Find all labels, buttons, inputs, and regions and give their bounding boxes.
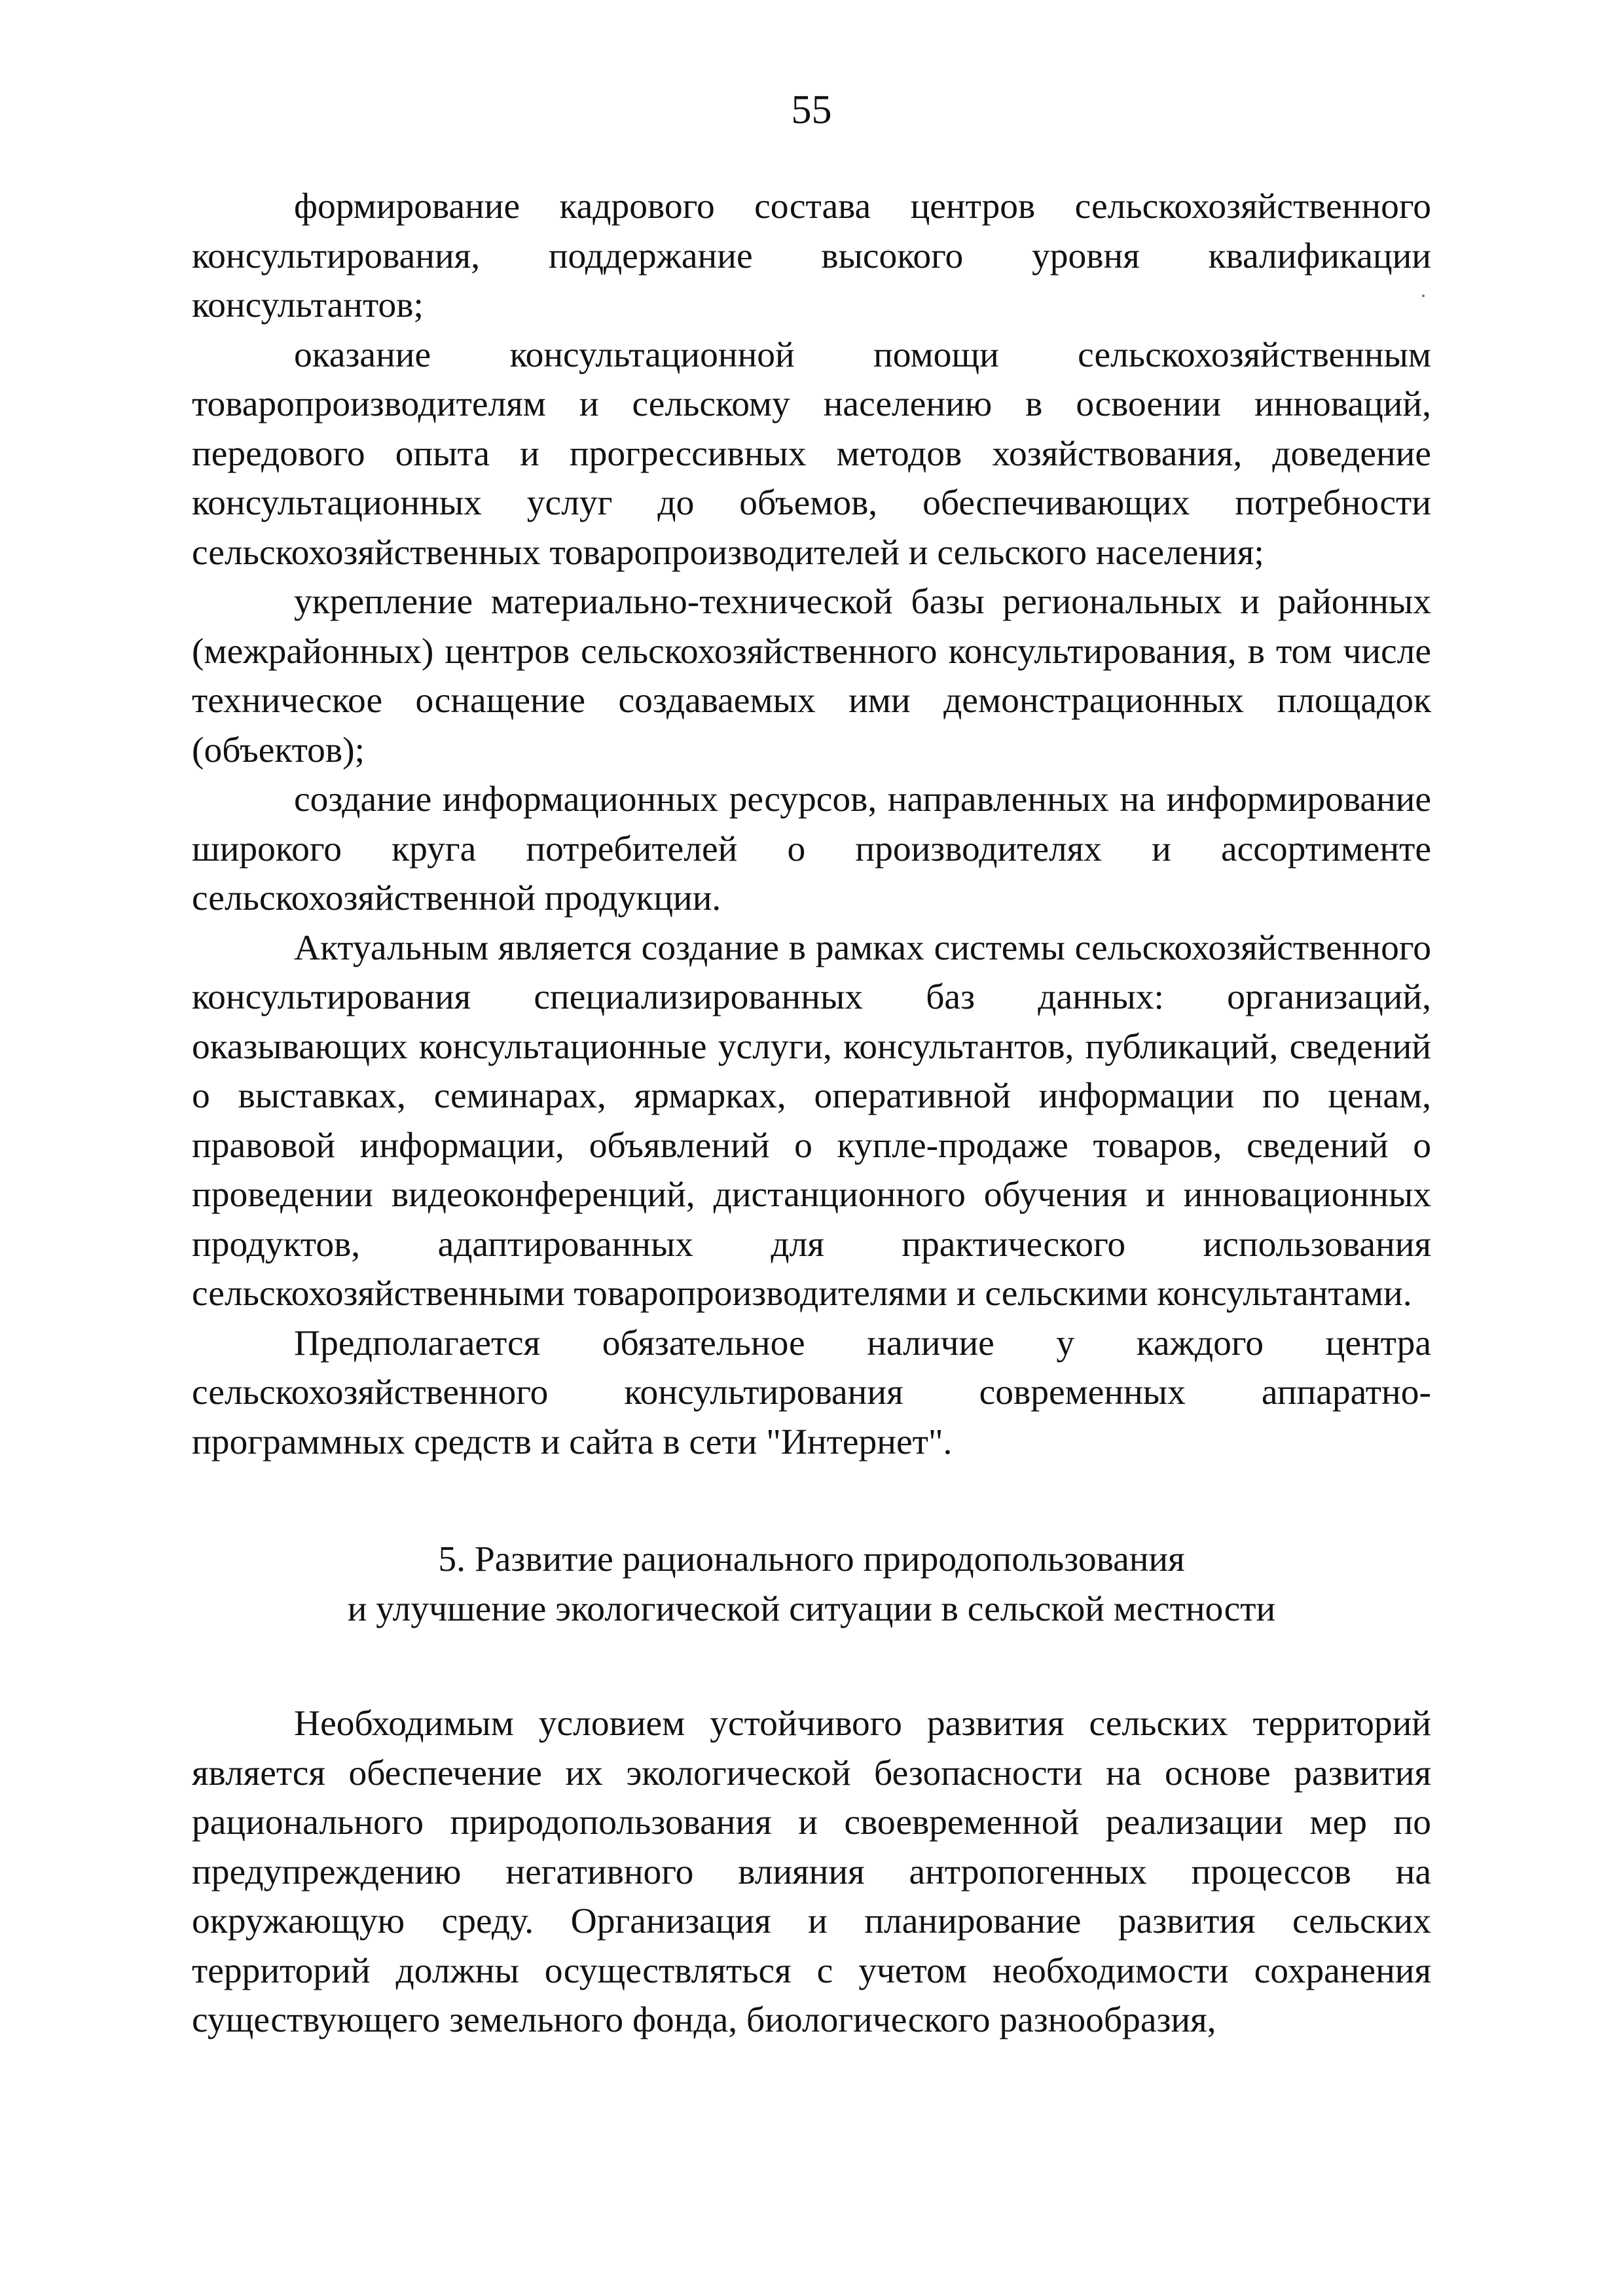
paragraph: Предполагается обязательное наличие у каждого центра сельскохозяйственного консультирования современных аппаратно-программных средств и сайта в сети "Интернет". <box>192 1323 1431 1462</box>
paragraph: формирование кадрового состава центров сельскохозяйственного консультирования, поддержание высокого уровня квалификации консультантов; <box>192 187 1431 325</box>
section-heading <box>192 1535 1431 1634</box>
document-body <box>192 182 1431 2045</box>
paragraph: оказание консультационной помощи сельскохозяйственным товаропроизводителям и сельскому населению в освоении инноваций, передового опыта и прогрессивных методов хозяйствования, доведение консультационных услуг до объемов, обеспечивающих потребности сельскохозяйственных товаропроизводителей и сельского населения; <box>192 334 1431 573</box>
page-number: 55 <box>791 88 832 132</box>
paragraph: укрепление материально-технической базы региональных и районных (межрайонных) центров сельскохозяйственного консультирования, в том числе техническое оснащение создаваемых ими демонстрационных площадок (объектов); <box>192 582 1431 770</box>
paragraph: Актуальным является создание в рамках системы сельскохозяйственного консультирования специализированных баз данных: организаций, оказывающих консультационные услуги, консультантов, публикаций, сведений о выставках, семинарах, ярмарках, оперативной информации по ценам, правовой информации, объявлений о купле-продаже товаров, сведений о проведении видеоконференций, дистанционного обучения и инновационных продуктов, адаптированных для практического использования сельскохозяйственными товаропроизводителями и сельскими консультантами. <box>192 927 1431 1314</box>
section-heading-line: и улучшение экологической ситуации в сельской местности <box>347 1588 1276 1629</box>
paragraph: создание информационных ресурсов, направленных на информирование широкого круга потребителей о производителях и ассортименте сельскохозяйственной продукции. <box>192 780 1431 918</box>
section-heading-line: 5. Развитие рационального природопользования <box>438 1539 1185 1579</box>
paragraph: Необходимым условием устойчивого развития сельских территорий является обеспечение их экологической безопасности на основе развития рационального природопользования и своевременной реализации мер по предупреждению негативного влияния антропогенных процессов на окружающую среду. Организация и планирование развития сельских территорий должны осуществляться с учетом необходимости сохранения существующего земельного фонда, биологического разнообразия, <box>192 1704 1431 2040</box>
